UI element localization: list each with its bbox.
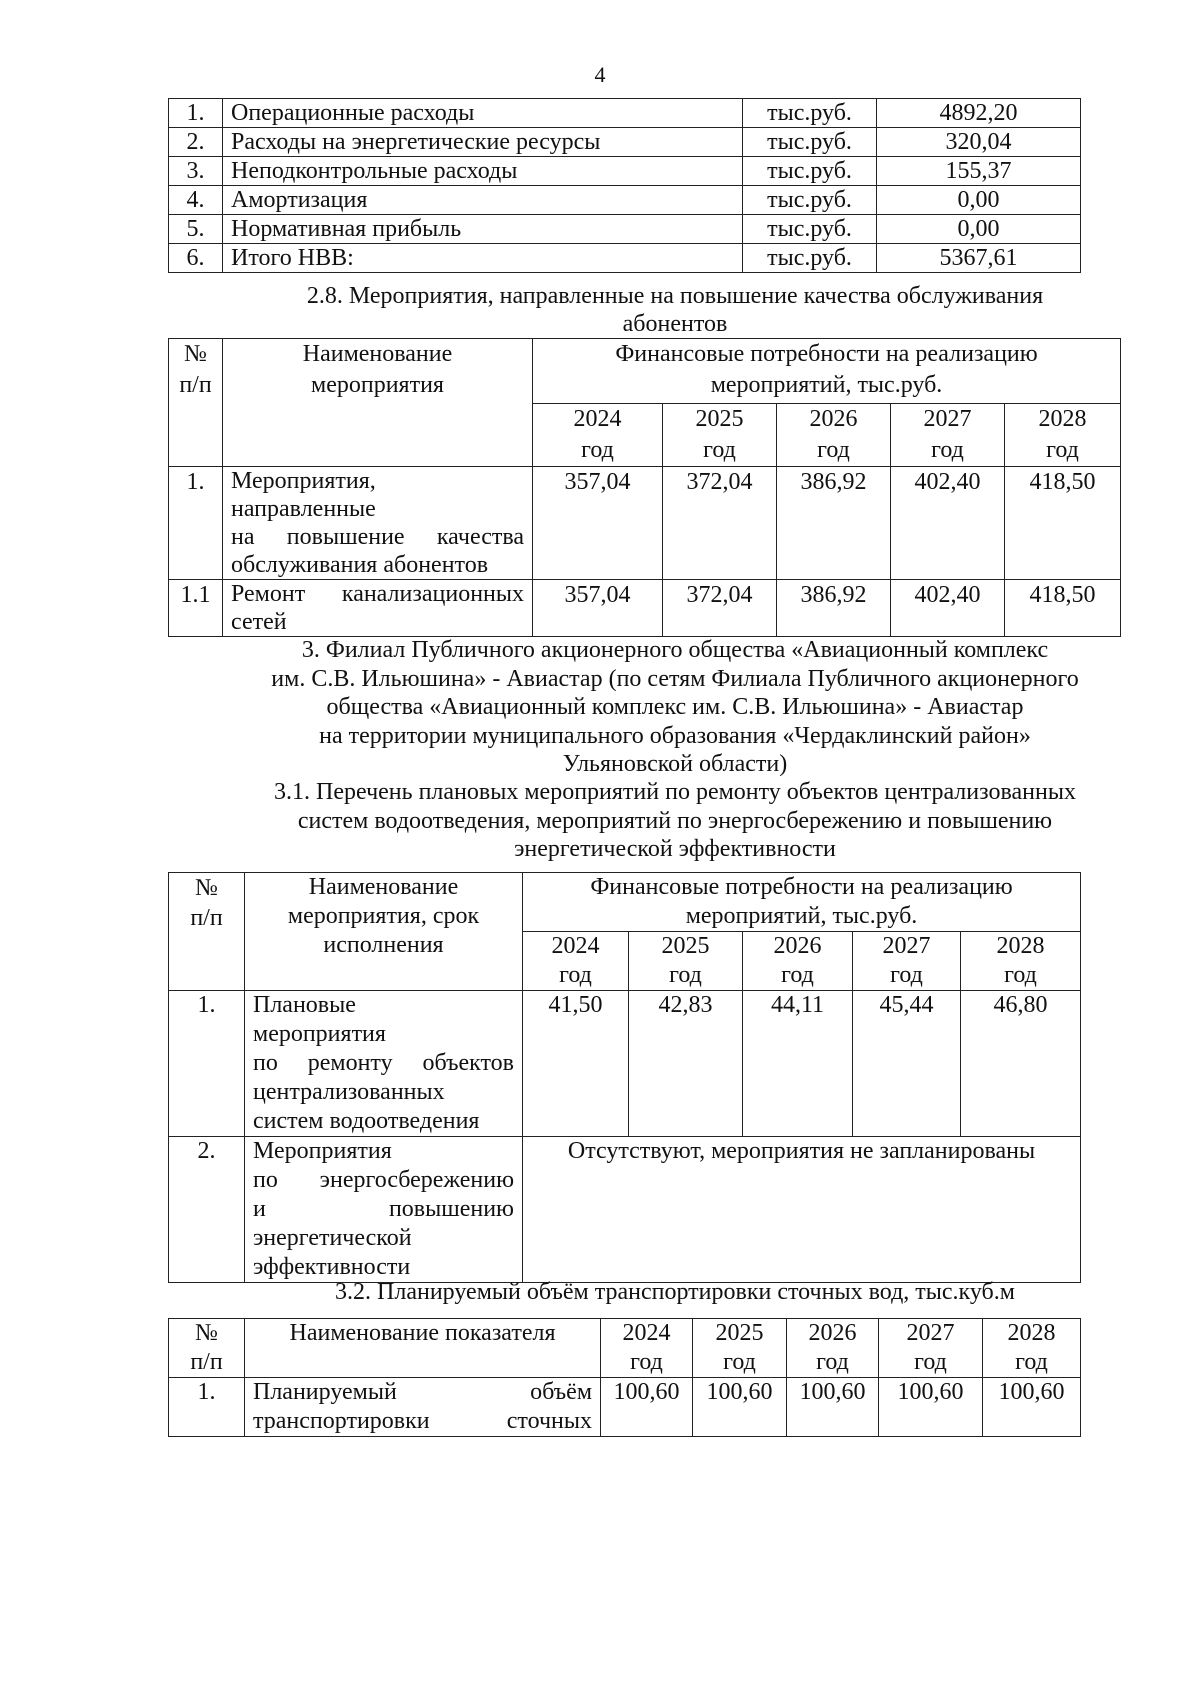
row-unit: тыс.руб. bbox=[743, 186, 877, 215]
year-header: 2027 год bbox=[879, 1319, 983, 1378]
row-number: 5. bbox=[169, 215, 223, 244]
section-3-title: 3. Филиал Публичного акционерного общества «Авиационный комплекс им. С.В. Ильюшина» - Авиастар (по сетям Филиала Публичного акционерного общества «Авиационный комплекс им. С.В. Ильюшина» - Авиастар на территории муниципального образования «Чердаклинский район» Ульяновской области) bbox=[271, 637, 1079, 777]
value-cell: 100,60 bbox=[601, 1378, 693, 1437]
value-cell: 357,04 bbox=[533, 467, 663, 580]
header-financial: Финансовые потребности на реализацию мероприятий, тыс.руб. bbox=[523, 873, 1081, 932]
row-unit: тыс.руб. bbox=[743, 99, 877, 128]
value-cell: 402,40 bbox=[891, 467, 1005, 580]
row-unit: тыс.руб. bbox=[743, 157, 877, 186]
row-number: 1. bbox=[169, 467, 223, 580]
header-financial: Финансовые потребности на реализацию мероприятий, тыс.руб. bbox=[533, 339, 1121, 404]
value-cell: 372,04 bbox=[663, 580, 777, 637]
table-row bbox=[169, 128, 1081, 157]
header-num: № п/п bbox=[169, 339, 223, 467]
table-row bbox=[169, 1137, 1081, 1283]
row-number: 1.1 bbox=[169, 580, 223, 637]
value-cell: 100,60 bbox=[983, 1378, 1081, 1437]
section-2-8-title: 2.8. Мероприятия, направленные на повышение качества обслуживания абонентов bbox=[306, 283, 1044, 337]
table-row bbox=[169, 991, 1081, 1137]
transport-volume-table bbox=[168, 1318, 1081, 1437]
year-header: 2024 год bbox=[533, 404, 663, 467]
value-cell: 402,40 bbox=[891, 580, 1005, 637]
value-cell: 100,60 bbox=[693, 1378, 787, 1437]
row-value: 4892,20 bbox=[877, 99, 1081, 128]
row-name: Мероприятия, направленные на повышение качества обслуживания абонентов bbox=[223, 467, 533, 580]
value-cell: 44,11 bbox=[743, 991, 853, 1137]
value-cell: 386,92 bbox=[777, 467, 891, 580]
table-row bbox=[169, 244, 1081, 273]
row-number: 6. bbox=[169, 244, 223, 273]
row-name: Расходы на энергетические ресурсы bbox=[223, 128, 743, 157]
year-header: 2025 год bbox=[663, 404, 777, 467]
year-header: 2027 год bbox=[853, 932, 961, 991]
row-number: 2. bbox=[169, 128, 223, 157]
row-unit: тыс.руб. bbox=[743, 128, 877, 157]
year-header: 2025 год bbox=[693, 1319, 787, 1378]
table-row bbox=[169, 467, 1121, 580]
row-name: Плановые мероприятия по ремонту объектов централизованных систем водоотведения bbox=[245, 991, 523, 1137]
year-header: 2025 год bbox=[629, 932, 743, 991]
table-row bbox=[169, 186, 1081, 215]
merged-note: Отсутствуют, мероприятия не запланированы bbox=[523, 1137, 1081, 1283]
section-3-1-title: 3.1. Перечень плановых мероприятий по ремонту объектов централизованных систем водоотведения, мероприятий по энергосбережению и повышению энергетической эффективности bbox=[274, 779, 1076, 862]
value-cell: 357,04 bbox=[533, 580, 663, 637]
row-name: Неподконтрольные расходы bbox=[223, 157, 743, 186]
table-row bbox=[169, 99, 1081, 128]
row-number: 3. bbox=[169, 157, 223, 186]
value-cell: 46,80 bbox=[961, 991, 1081, 1137]
row-value: 0,00 bbox=[877, 186, 1081, 215]
value-cell: 418,50 bbox=[1005, 580, 1121, 637]
row-number: 1. bbox=[169, 99, 223, 128]
row-name: Операционные расходы bbox=[223, 99, 743, 128]
table-row bbox=[169, 215, 1081, 244]
service-quality-table bbox=[168, 338, 1121, 637]
table-row bbox=[169, 157, 1081, 186]
value-cell: 100,60 bbox=[787, 1378, 879, 1437]
header-name: Наименование мероприятия bbox=[223, 339, 533, 467]
row-name: Итого НВВ: bbox=[223, 244, 743, 273]
value-cell: 41,50 bbox=[523, 991, 629, 1137]
row-unit: тыс.руб. bbox=[743, 215, 877, 244]
nvv-table bbox=[168, 98, 1081, 273]
row-value: 5367,61 bbox=[877, 244, 1081, 273]
year-header: 2026 год bbox=[777, 404, 891, 467]
row-value: 0,00 bbox=[877, 215, 1081, 244]
row-name: Нормативная прибыль bbox=[223, 215, 743, 244]
row-number: 4. bbox=[169, 186, 223, 215]
row-number: 1. bbox=[169, 991, 245, 1137]
row-name: Мероприятия по энергосбережению и повышению энергетической эффективности bbox=[245, 1137, 523, 1283]
table-row bbox=[169, 580, 1121, 637]
row-value: 320,04 bbox=[877, 128, 1081, 157]
row-name: Амортизация bbox=[223, 186, 743, 215]
page-number: 4 bbox=[594, 62, 606, 87]
year-header: 2026 год bbox=[787, 1319, 879, 1378]
header-num: № п/п bbox=[169, 873, 245, 991]
row-number: 1. bbox=[169, 1378, 245, 1437]
value-cell: 42,83 bbox=[629, 991, 743, 1137]
row-value: 155,37 bbox=[877, 157, 1081, 186]
planned-activities-table bbox=[168, 872, 1081, 1283]
row-unit: тыс.руб. bbox=[743, 244, 877, 273]
row-name: Ремонт канализационных сетей bbox=[223, 580, 533, 637]
year-header: 2028 год bbox=[1005, 404, 1121, 467]
year-header: 2028 год bbox=[983, 1319, 1081, 1378]
value-cell: 45,44 bbox=[853, 991, 961, 1137]
row-name: Планируемый объём транспортировки сточных bbox=[245, 1378, 601, 1437]
year-header: 2027 год bbox=[891, 404, 1005, 467]
value-cell: 386,92 bbox=[777, 580, 891, 637]
year-header: 2026 год bbox=[743, 932, 853, 991]
header-num: № п/п bbox=[169, 1319, 245, 1378]
header-name: Наименование мероприятия, срок исполнения bbox=[245, 873, 523, 991]
year-header: 2024 год bbox=[601, 1319, 693, 1378]
row-number: 2. bbox=[169, 1137, 245, 1283]
value-cell: 418,50 bbox=[1005, 467, 1121, 580]
year-header: 2028 год bbox=[961, 932, 1081, 991]
table-row bbox=[169, 1378, 1081, 1437]
year-header: 2024 год bbox=[523, 932, 629, 991]
section-3-2-title: 3.2. Планируемый объём транспортировки сточных вод, тыс.куб.м bbox=[335, 1279, 1015, 1305]
value-cell: 100,60 bbox=[879, 1378, 983, 1437]
value-cell: 372,04 bbox=[663, 467, 777, 580]
header-name: Наименование показателя bbox=[245, 1319, 601, 1378]
